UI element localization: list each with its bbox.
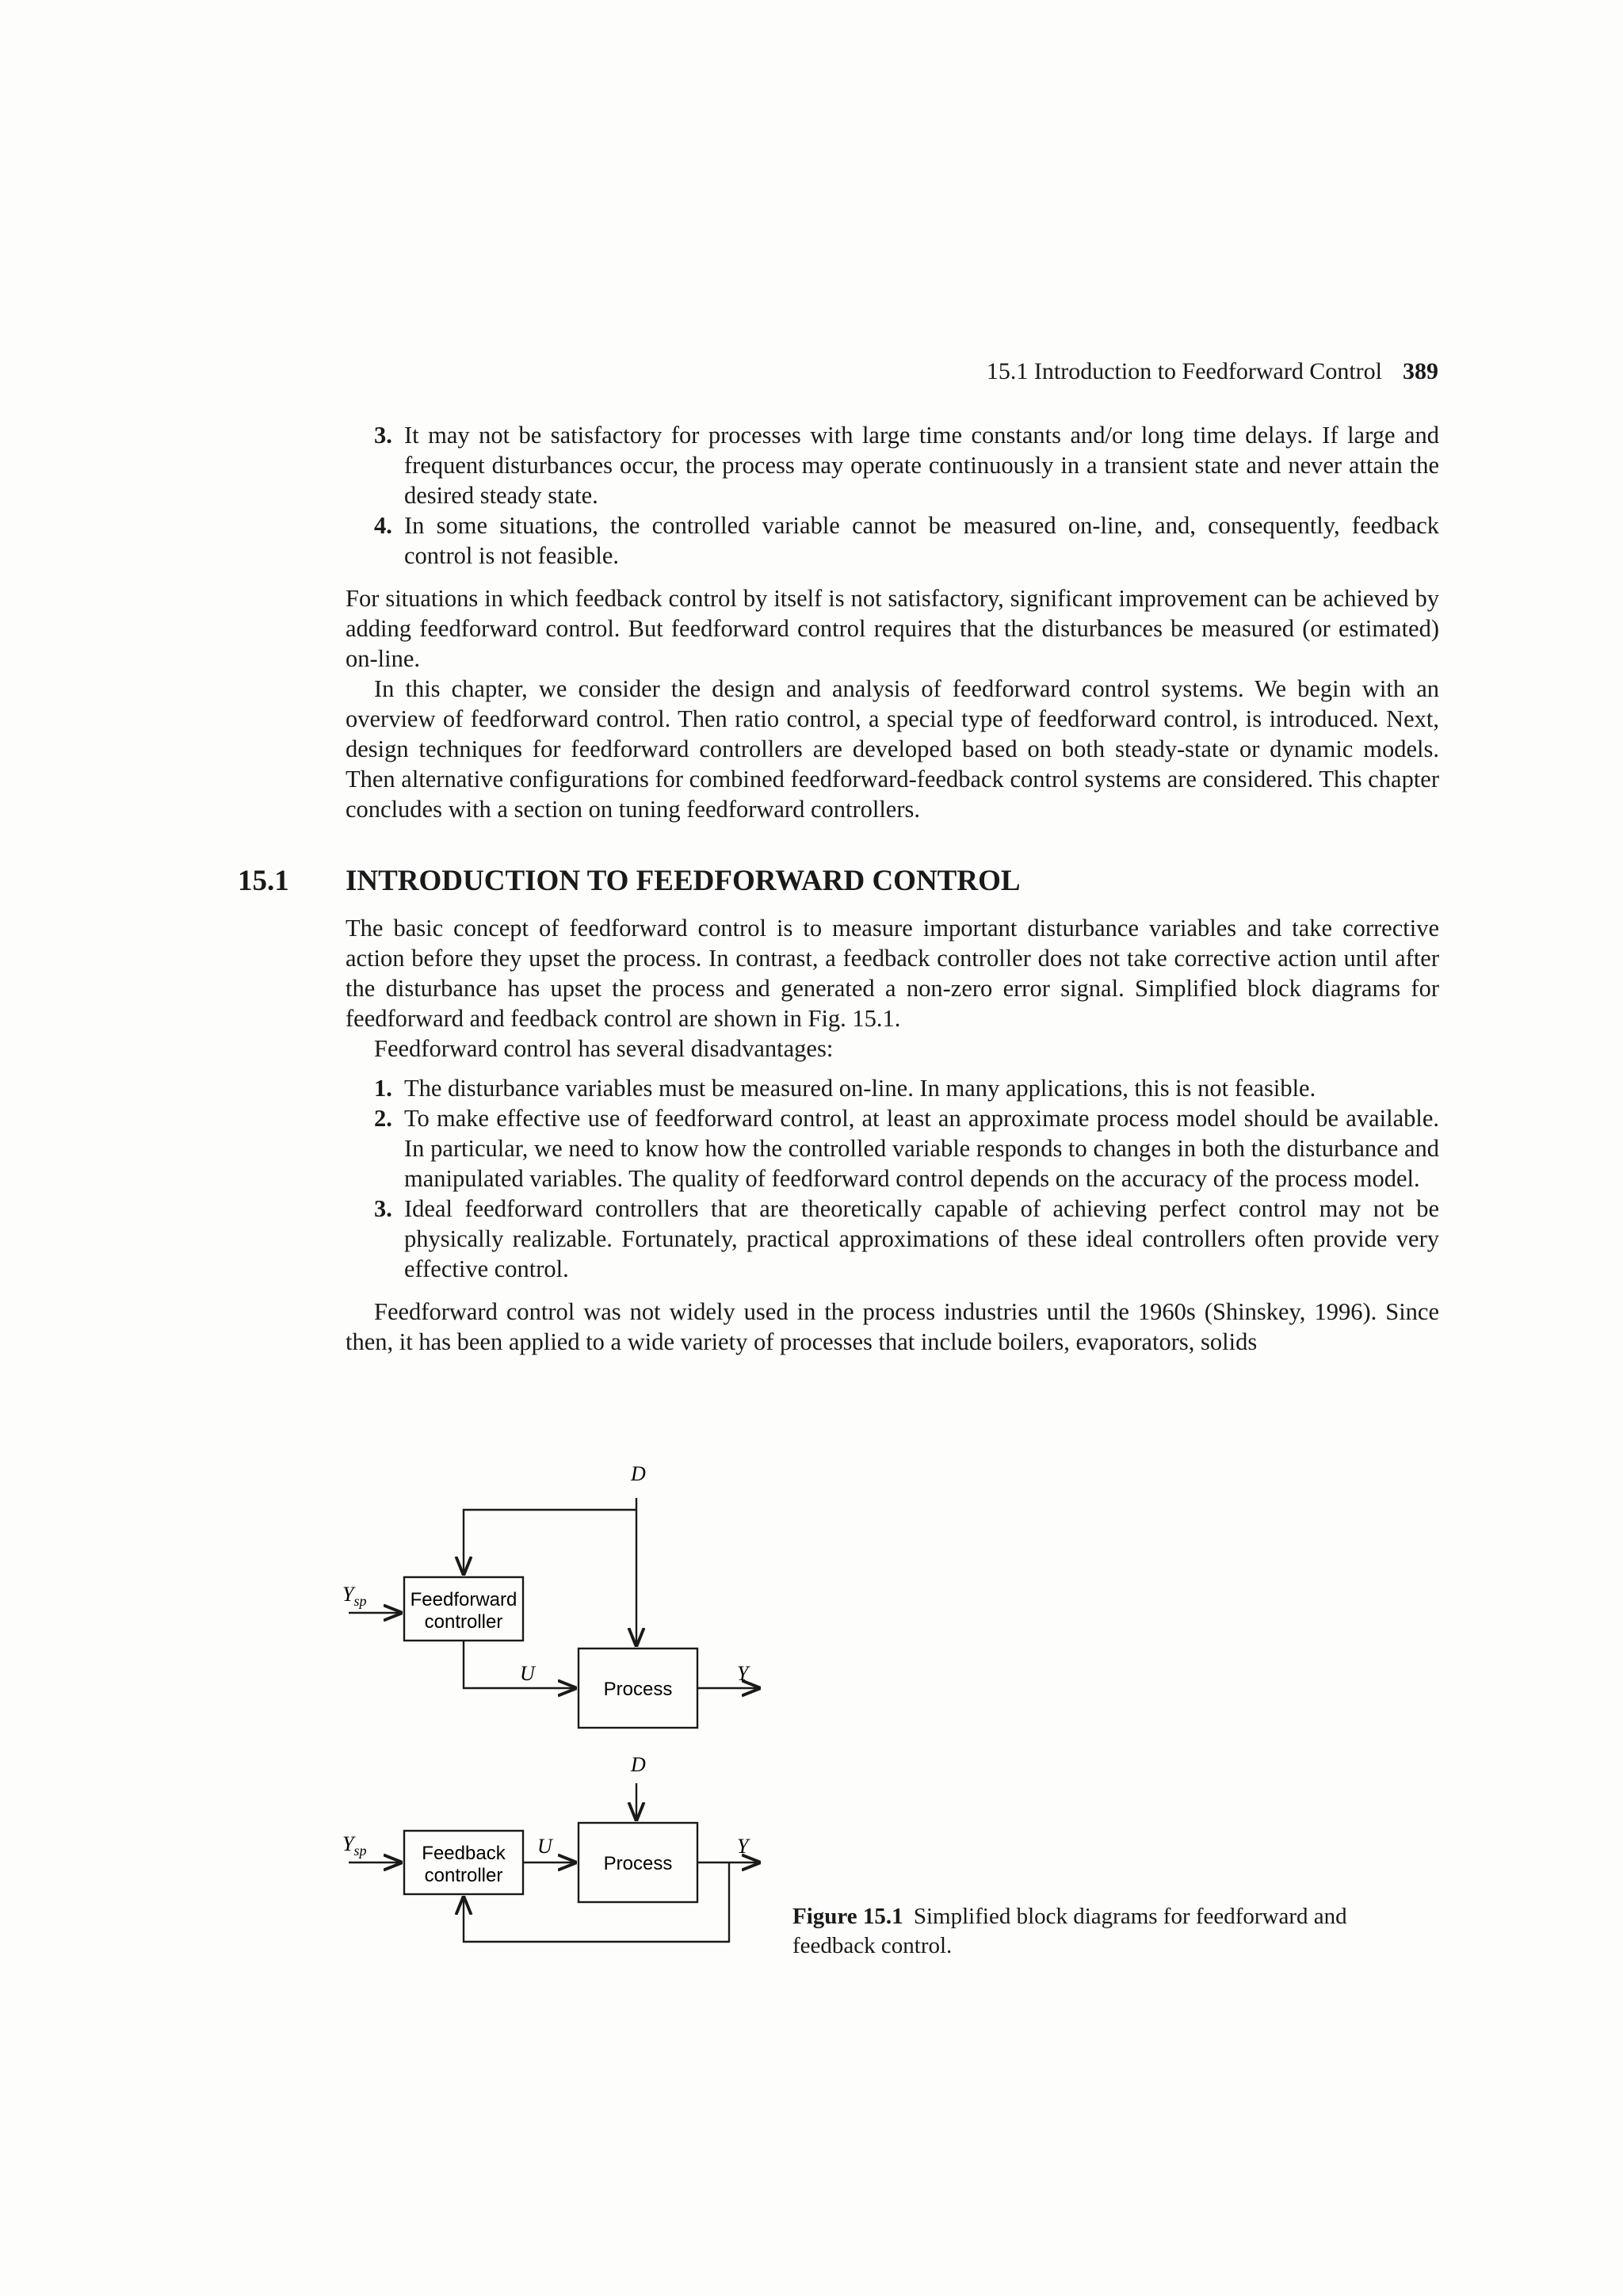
list-item: 3. It may not be satisfactory for processes with large time constants and/or long time delays. If large and frequent disturbances occur, the process may operate continuously in a transient state and never attain the desired steady state.	[374, 422, 1439, 509]
disturbance-feedforward-path	[464, 1510, 636, 1576]
figure-15-1-diagram	[333, 1450, 808, 1989]
feedback-controller-label-1: Feedback	[422, 1843, 506, 1864]
setpoint-label-top: $Y_{sp}$	[342, 1583, 367, 1609]
disturbance-label-top: D	[631, 1462, 646, 1485]
output-label-bottom: Y	[737, 1835, 749, 1858]
lower-text-block	[346, 913, 1439, 1357]
running-head	[919, 358, 1438, 385]
disadvantage-list-continued	[346, 420, 1439, 571]
process-label-top: Process	[603, 1679, 673, 1700]
figure-caption-text: Simplified block diagrams for feedforward and feedback control.	[792, 1904, 1347, 1958]
section-number: 15.1	[238, 865, 289, 897]
paragraph: For situations in which feedback control by itself is not satisfactory, significant improvement can be achieved by adding feedforward control. But feedforward control requires that the disturbances be measured (or estimated) on-line.	[346, 585, 1439, 672]
setpoint-label-bottom: $Y_{sp}$	[342, 1832, 367, 1859]
list-item: 1. The disturbance variables must be measured on-line. In many applications, this is not feasible.	[374, 1075, 1316, 1102]
manipulated-label-top: U	[520, 1662, 535, 1685]
block-diagrams	[333, 1450, 808, 1989]
feedback-controller-label-2: controller	[424, 1865, 503, 1886]
paragraph: In this chapter, we consider the design and analysis of feedforward control systems. We begin with an overview of feedforward control. Then ratio control, a special type of feedforward control, is introduced. Next, design techniques for feedforward controllers are developed based on both steady-state or dynamic models. Then alternative configurations for combined feedforward-feedback control systems are considered. This chapter concludes with a section on tuning feedforward controllers.	[346, 675, 1439, 823]
paragraph: Feedforward control has several disadvantages:	[374, 1035, 834, 1062]
feedforward-controller-label-1: Feedforward	[410, 1589, 517, 1610]
page-number: 389	[1403, 358, 1438, 384]
list-item: 3. Ideal feedforward controllers that are theoretically capable of achieving perfect control may not be physically realizable. Fortunately, practical approximations of these ideal controllers often provide very effective control.	[374, 1195, 1439, 1282]
figure-caption-label: Figure 15.1	[792, 1904, 903, 1929]
section-heading	[238, 864, 1426, 898]
process-label-bottom: Process	[603, 1853, 673, 1874]
paragraph: Feedforward control was not widely used in the process industries until the 1960s (Shinskey, 1996). Since then, it has been applied to a wide variety of processes that include boilers, evaporators, solids	[346, 1298, 1439, 1355]
running-head-title: 15.1 Introduction to Feedforward Control	[986, 358, 1382, 384]
feedforward-controller-label-2: controller	[424, 1611, 503, 1633]
figure-caption	[792, 1902, 1395, 1961]
disturbance-label-bottom: D	[631, 1753, 646, 1776]
disadvantage-list	[346, 1073, 1439, 1284]
paragraph: The basic concept of feedforward control is to measure important disturbance variables and take corrective action before they upset the process. In contrast, a feedback controller does not take corrective action until after the disturbance has upset the process and generated a non-zero error signal. Simplified block diagrams for feedforward and feedback control are shown in Fig. 15.1.	[346, 915, 1439, 1032]
upper-text-block	[346, 420, 1439, 824]
output-label-top: Y	[737, 1662, 749, 1685]
list-item: 2. To make effective use of feedforward control, at least an approximate process model should be available. In particular, we need to know how the controlled variable responds to changes in both the disturbance and manipulated variables. The quality of feedforward control depends on the accuracy of the process model.	[374, 1105, 1439, 1192]
manipulated-label-bottom: U	[537, 1835, 552, 1858]
section-title: INTRODUCTION TO FEEDFORWARD CONTROL	[346, 865, 1021, 897]
list-item: 4. In some situations, the controlled variable cannot be measured on-line, and, consequently, feedback control is not feasible.	[374, 512, 1439, 569]
